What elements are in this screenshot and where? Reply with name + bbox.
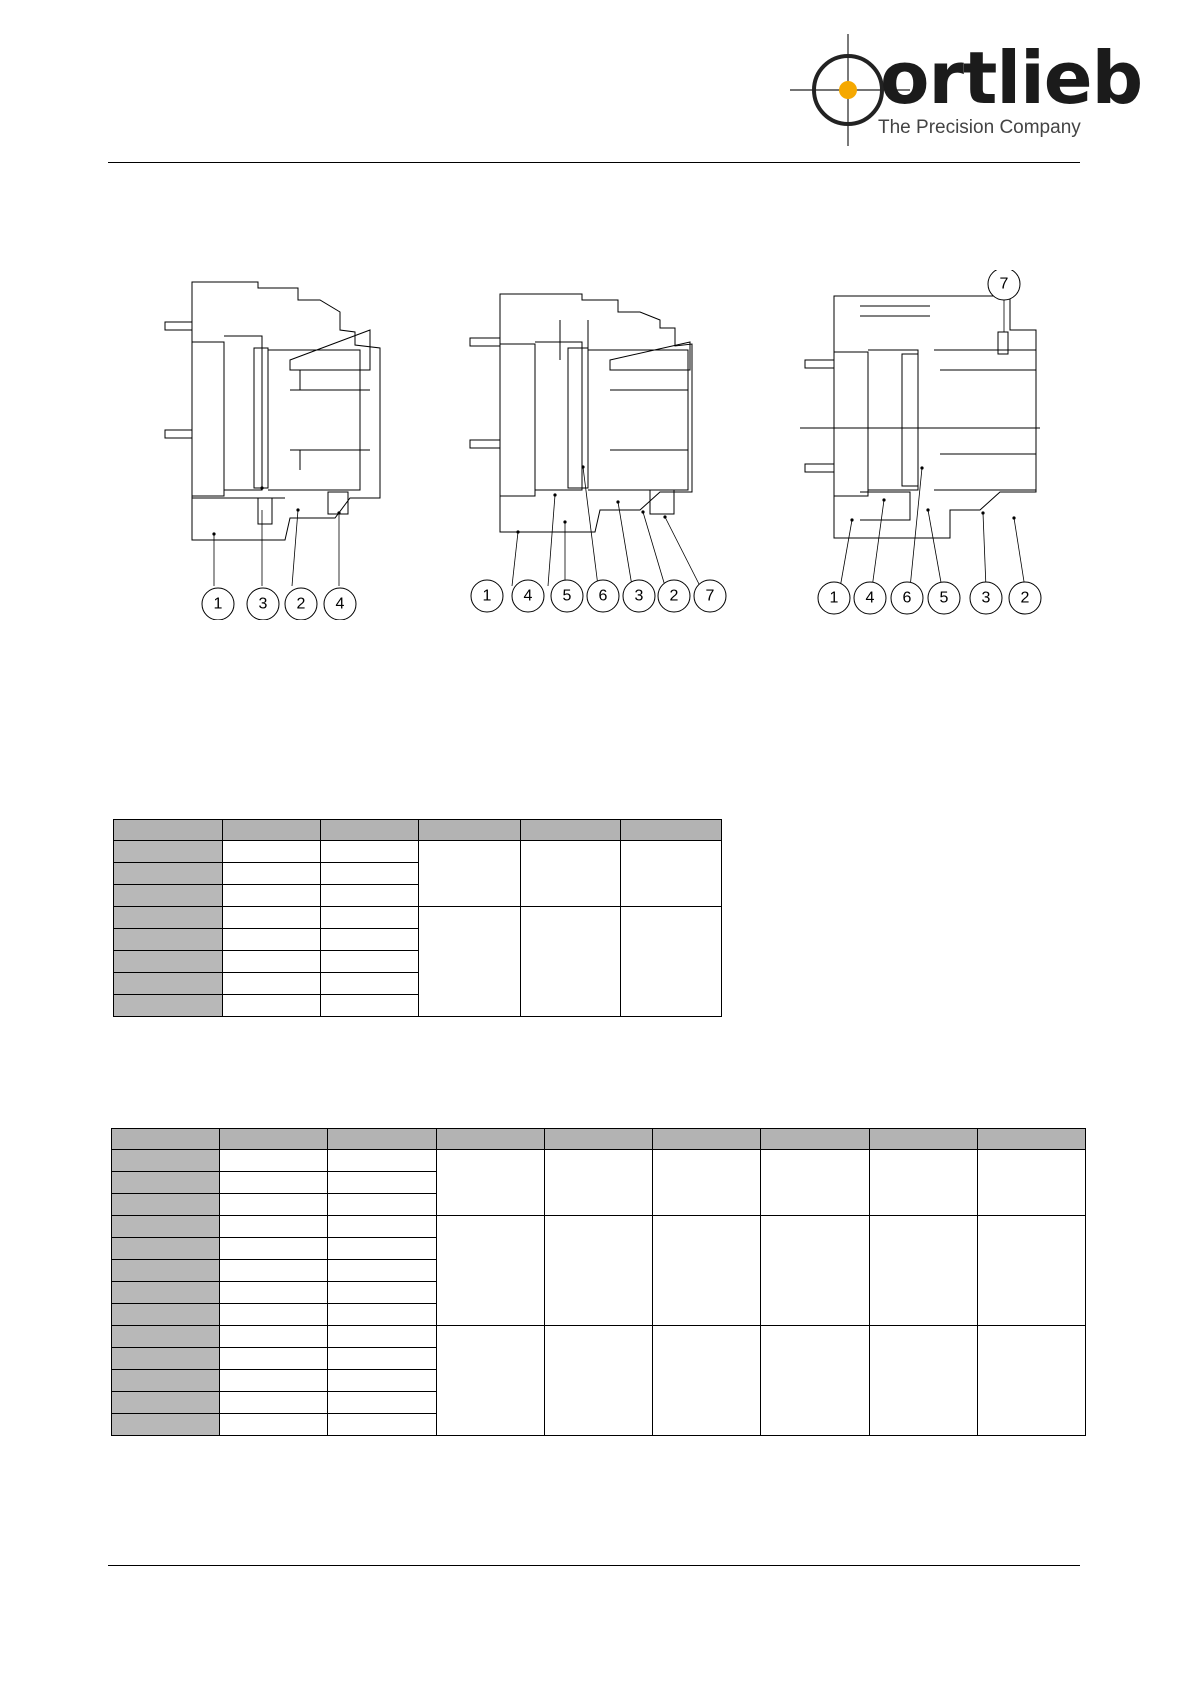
drawing-1 [150, 270, 390, 620]
callout-3 [247, 588, 279, 620]
drawing-3 [800, 270, 1070, 620]
table-row [112, 1216, 1086, 1238]
callout-3 [623, 580, 655, 612]
svg-text:5: 5 [562, 587, 572, 605]
svg-text:7: 7 [705, 587, 715, 605]
svg-text:2: 2 [669, 587, 679, 605]
spec-table-2 [111, 1128, 1086, 1436]
svg-text:7: 7 [999, 275, 1009, 293]
table-row [112, 1150, 1086, 1172]
svg-text:2: 2 [1020, 589, 1030, 607]
logo-wordmark: ortlieb [880, 36, 1143, 120]
header-divider [108, 162, 1080, 163]
svg-text:3: 3 [981, 589, 991, 607]
callout-6 [891, 582, 923, 614]
logo-tagline: The Precision Company [878, 117, 1081, 138]
svg-text:5: 5 [939, 589, 949, 607]
company-logo [790, 30, 1143, 150]
callout-4 [854, 582, 886, 614]
callout-2 [285, 588, 317, 620]
table-row [112, 1326, 1086, 1348]
table-header-row [114, 820, 722, 841]
table-header-row [112, 1129, 1086, 1150]
callout-5 [928, 582, 960, 614]
callout-7 [988, 270, 1020, 300]
callout-6 [587, 580, 619, 612]
svg-text:3: 3 [634, 587, 644, 605]
callout-1 [202, 588, 234, 620]
svg-text:6: 6 [598, 587, 608, 605]
svg-text:1: 1 [829, 589, 839, 607]
callout-7 [694, 580, 726, 612]
callout-4 [324, 588, 356, 620]
callout-5 [551, 580, 583, 612]
table-row [114, 841, 722, 863]
callout-2 [658, 580, 690, 612]
drawing-2 [460, 270, 740, 620]
spec-table-1 [113, 819, 722, 1017]
callout-1 [818, 582, 850, 614]
table-row [114, 907, 722, 929]
callout-1 [471, 580, 503, 612]
svg-text:4: 4 [335, 595, 345, 613]
svg-text:2: 2 [296, 595, 306, 613]
footer-divider [108, 1565, 1080, 1566]
svg-text:1: 1 [482, 587, 492, 605]
svg-text:6: 6 [902, 589, 912, 607]
svg-text:4: 4 [523, 587, 533, 605]
callout-3 [970, 582, 1002, 614]
callout-4 [512, 580, 544, 612]
svg-text:3: 3 [258, 595, 268, 613]
svg-text:4: 4 [865, 589, 875, 607]
svg-text:1: 1 [213, 595, 223, 613]
callout-2 [1009, 582, 1041, 614]
